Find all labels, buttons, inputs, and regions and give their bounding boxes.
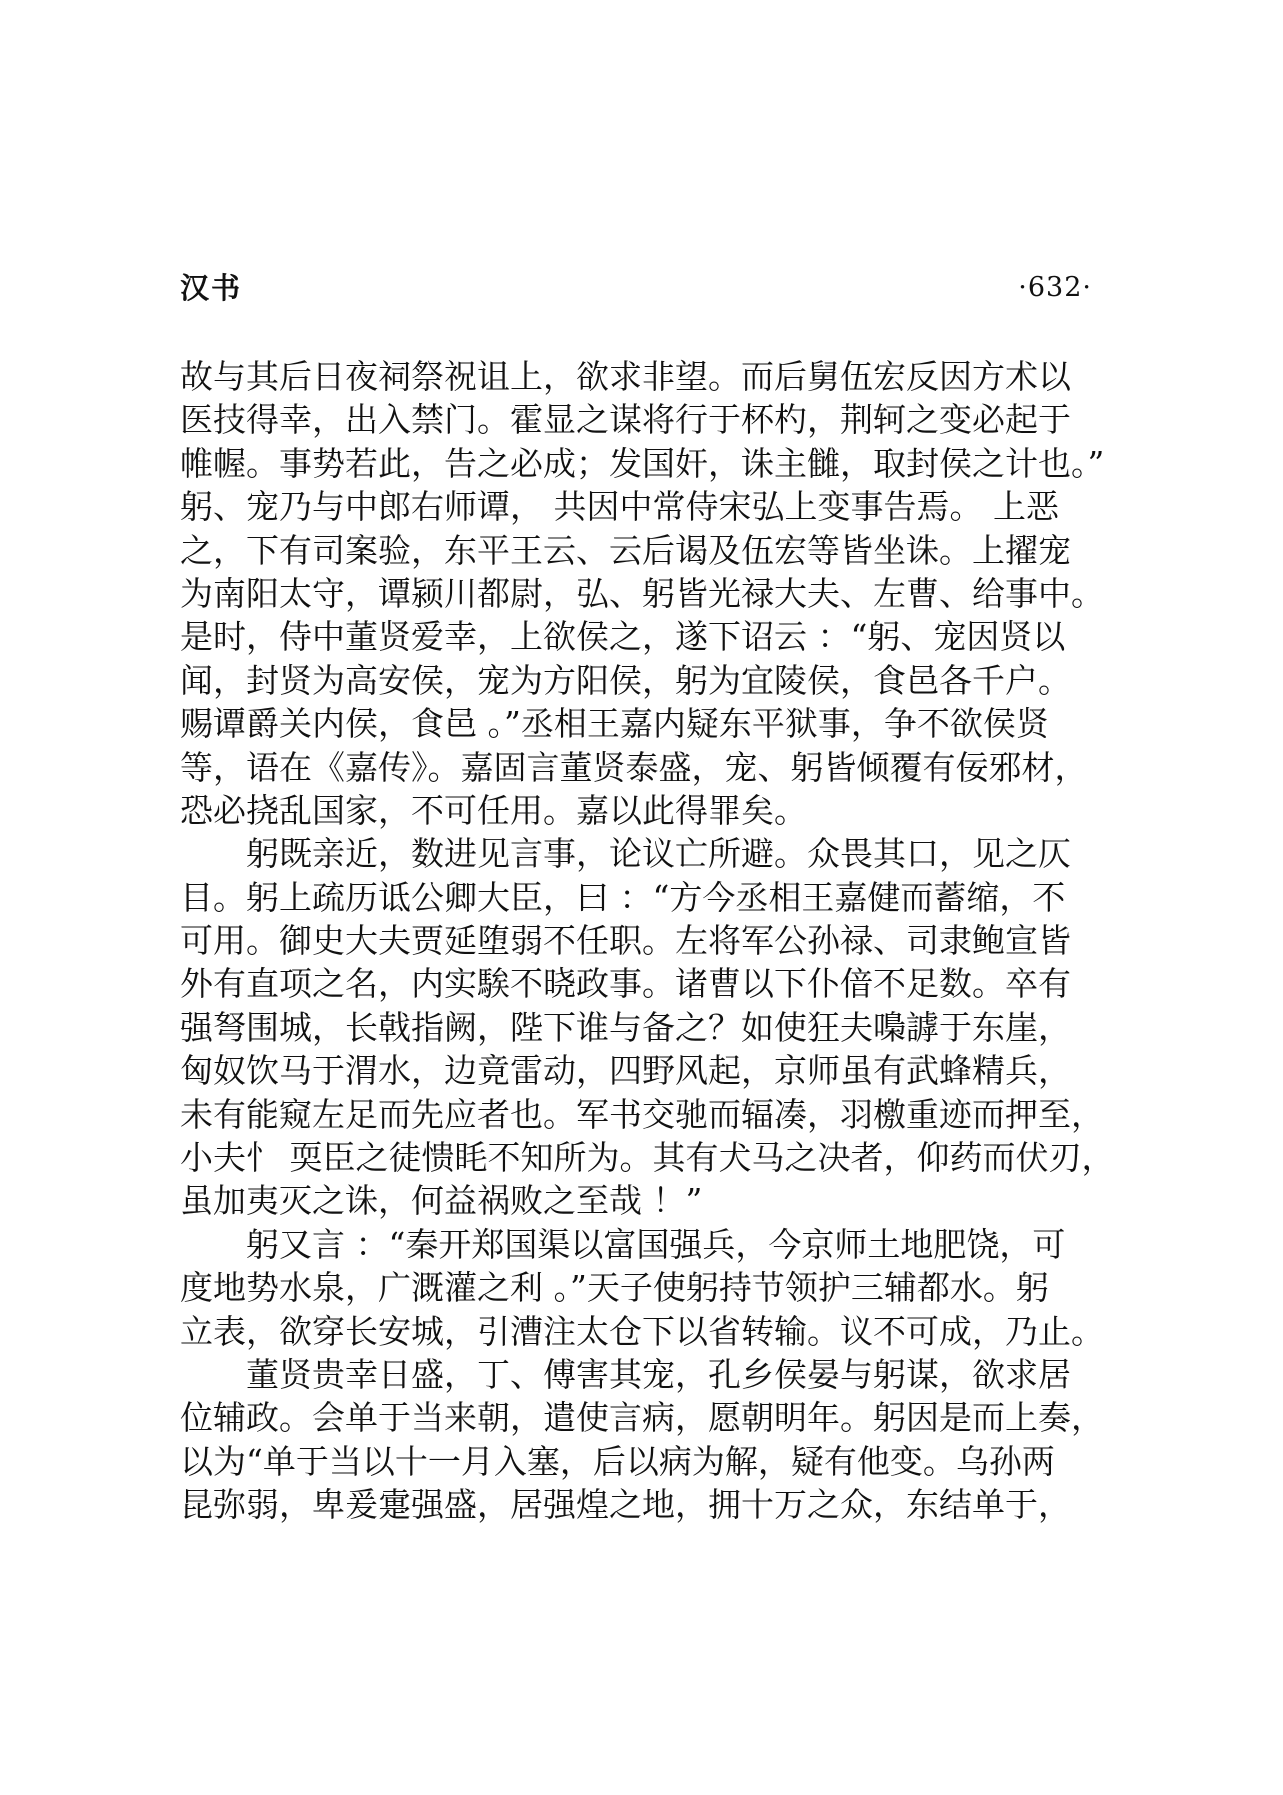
text-line: 立表，欲穿长安城，引漕注太仓下以省转输。议不可成，乃止。 — [180, 1311, 1104, 1351]
text-line: 外有直项之名，内实騃不晓政事。诸曹以下仆偣不足数。卒有 — [180, 964, 1071, 1004]
text-line: 虽加夷灭之诛，何益祸败之至哉 ！” — [180, 1181, 703, 1221]
text-line: 医技得幸，出入禁门。霍显之谋将行于杯杓，荆轲之变必起于 — [180, 400, 1071, 440]
paragraph-first-line: 躬又言 ：“秦开郑国渠以富国强兵，今京师土地肥饶，可 — [246, 1224, 1066, 1264]
text-line: 等，语在《嘉传》。嘉固言董贤泰盛，宠、躬皆倾覆有佞邪材， — [180, 747, 1088, 787]
body-text — [180, 355, 1115, 1527]
text-line: 可用。御史大夫贾延堕弱不任职。左将军公孙禄、司隶鲍宣皆 — [180, 921, 1071, 961]
paragraph-first-line: 躬既亲近，数进见言事，论议亡所避。众畏其口，见之仄 — [246, 834, 1071, 874]
book-title: 汉书 — [180, 271, 243, 305]
text-line: 昆弥弱，卑爰疐强盛，居强煌之地，拥十万之众，东结单于， — [180, 1485, 1071, 1525]
text-line: 匈奴饮马于渭水，边竟雷动，四野风起，京师虽有武蜂精兵， — [180, 1051, 1071, 1091]
text-line: 小夫忄 耎臣之徒愦眊不知所为。其有犬马之决者，仰药而伏刃， — [180, 1138, 1115, 1178]
running-header — [180, 268, 1092, 308]
text-line: 闻，封贤为高安侯，宠为方阳侯，躬为宜陵侯，食邑各千户。 — [180, 660, 1071, 700]
text-line: 目。躬上疏历诋公卿大臣，曰 ：“方今丞相王嘉健而蓄缩，不 — [180, 877, 1066, 917]
text-line: 度地势水泉，广溉灌之利 。”天子使躬持节领护三辅都水。躬 — [180, 1268, 1049, 1308]
text-line: 位辅政。会单于当来朝，遣使言病，愿朝明年。躬因是而上奏， — [180, 1398, 1104, 1438]
text-line: 赐谭爵关内侯，食邑 。”丞相王嘉内疑东平狱事，争不欲侯贤 — [180, 704, 1049, 744]
text-line: 强弩围城，长戟指阙，陛下谁与备之？如使狂夫嘄謼于东崖， — [180, 1007, 1071, 1047]
text-line: 是时，侍中董贤爱幸，上欲侯之，遂下诏云 ：“躬、宠因贤以 — [180, 617, 1066, 657]
page-number: ·632· — [1018, 272, 1092, 303]
paragraph-first-line: 董贤贵幸日盛，丁、傅害其宠，孔乡侯晏与躬谋，欲求居 — [246, 1354, 1071, 1394]
text-line: 以为“单于当以十一月入塞，后以病为解，疑有他变。乌孙两 — [180, 1441, 1055, 1481]
text-line: 恐必挠乱国家，不可任用。嘉以此得罪矣。 — [180, 790, 807, 830]
text-line: 未有能窥左足而先应者也。军书交驰而辐凑，羽檄重迹而押至， — [180, 1094, 1104, 1134]
text-line: 之，下有司案验，东平王云、云后谒及伍宏等皆坐诛。上擢宠 — [180, 530, 1071, 570]
text-line: 帷幄。事势若此，告之必成；发国奸，诛主雠，取封侯之计也。” — [180, 443, 1105, 483]
text-line: 为南阳太守，谭颍川都尉，弘、躬皆光禄大夫、左曹、给事中。 — [180, 573, 1104, 613]
text-line: 躬、宠乃与中郎右师谭， 共因中常侍宋弘上变事告焉。 上恶 — [180, 487, 1059, 527]
text-line: 故与其后日夜祠祭祝诅上，欲求非望。而后舅伍宏反因方术以 — [180, 357, 1071, 396]
